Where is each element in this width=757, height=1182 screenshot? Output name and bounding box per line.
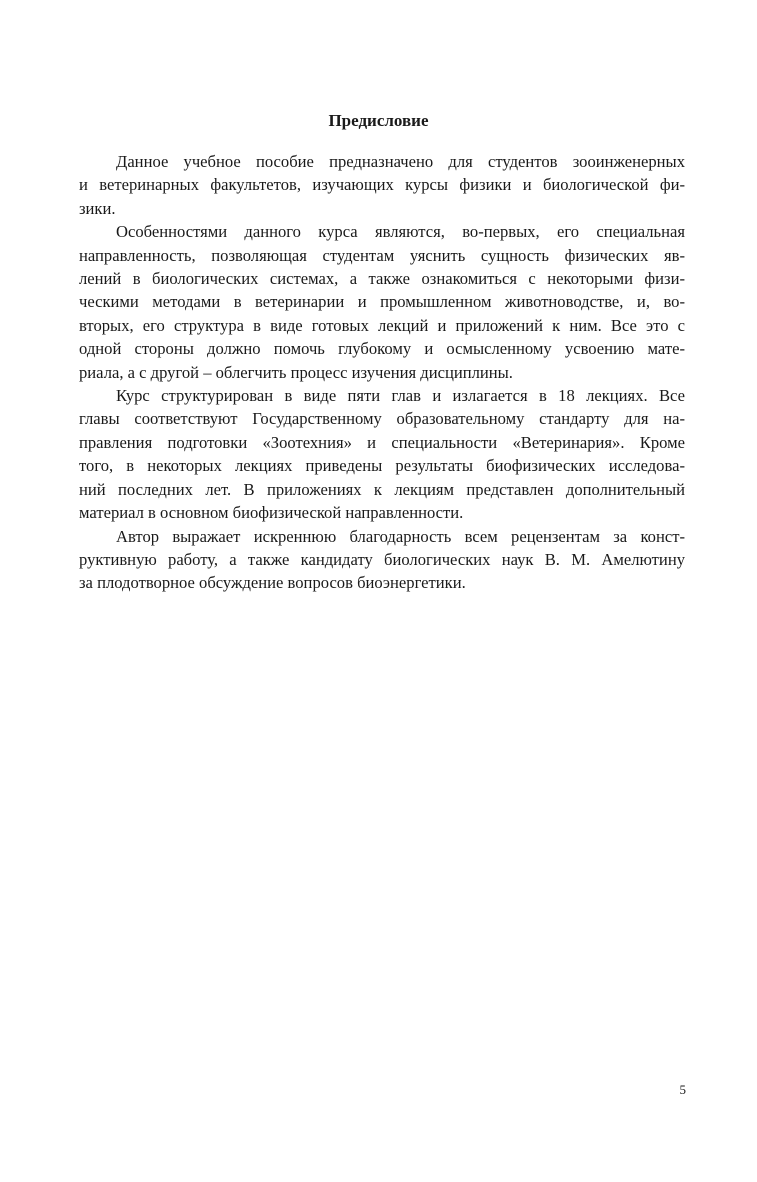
text-line: зики. bbox=[79, 198, 116, 218]
text-line: риала, а с другой – облегчить процесс изучения дисциплины. bbox=[79, 362, 513, 382]
text-line: ческими методами в ветеринарии и промышленном животноводстве, и, во- bbox=[79, 292, 685, 312]
page-number: 5 bbox=[679, 1082, 686, 1097]
text-line: главы соответствуют Государственному образовательному стандарту для на- bbox=[79, 409, 685, 429]
text-line: материал в основном биофизической направленности. bbox=[79, 503, 464, 523]
paragraph-3 bbox=[79, 384, 685, 524]
page-title: Предисловие bbox=[328, 111, 429, 130]
text-line: лений в биологических системах, а также ознакомиться с некоторыми физи- bbox=[79, 269, 685, 289]
text-line: Особенностями данного курса являются, во-первых, его специальная bbox=[116, 222, 685, 242]
text-line: того, в некоторых лекциях приведены результаты биофизических исследова- bbox=[79, 456, 685, 476]
text-line: ний последних лет. В приложениях к лекциям представлен дополнительный bbox=[79, 479, 685, 499]
text-line: Курс структурирован в виде пяти глав и излагается в 18 лекциях. Все bbox=[116, 386, 685, 406]
text-line: руктивную работу, а также кандидату биологических наук В. М. Амелютину bbox=[79, 549, 685, 569]
paragraph-2 bbox=[79, 220, 685, 384]
paragraph-1 bbox=[79, 150, 685, 220]
text-line: за плодотворное обсуждение вопросов биоэнергетики. bbox=[79, 573, 466, 593]
text-line: одной стороны должно помочь глубокому и осмысленному усвоению мате- bbox=[79, 339, 685, 359]
text-line: вторых, его структура в виде готовых лекций и приложений к ним. Все это с bbox=[79, 315, 685, 335]
text-line: направленность, позволяющая студентам уяснить сущность физических яв- bbox=[79, 245, 685, 265]
paragraph-4 bbox=[79, 525, 685, 595]
preface-body bbox=[79, 150, 685, 595]
text-line: Автор выражает искреннюю благодарность всем рецензентам за конст- bbox=[116, 526, 685, 546]
text-line: и ветеринарных факультетов, изучающих курсы физики и биологической фи- bbox=[79, 175, 685, 195]
text-line: правления подготовки «Зоотехния» и специальности «Ветеринария». Кроме bbox=[79, 432, 685, 452]
text-line: Данное учебное пособие предназначено для студентов зооинженерных bbox=[116, 152, 685, 171]
